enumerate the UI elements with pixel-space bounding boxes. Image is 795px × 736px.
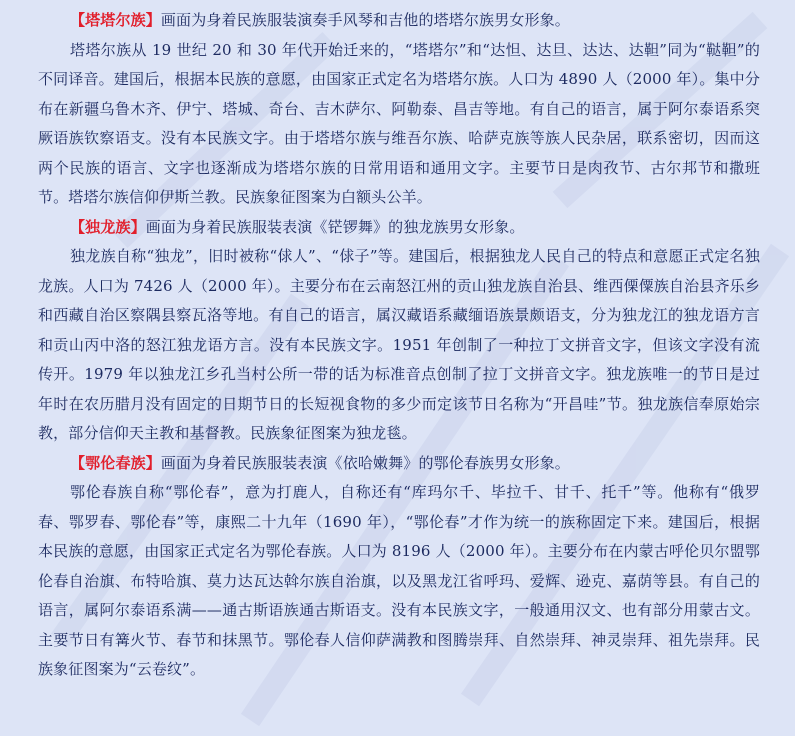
section-tag-oroqen: 【鄂伦春族】 (70, 453, 161, 472)
section-caption-tatar (38, 6, 760, 36)
section-body-derung: 独龙族自称“独龙”，旧时被称“俅人”、“俅子”等。建国后，根据独龙人民自己的特点和意愿正式定名独龙族。人口为 7426 人（2000 年）。主要分布在云南怒江州的贡山独龙族自治县、维西傈僳族自治县齐乐乡和西藏自治区察隅县察瓦洛等地。有自己的语言，属汉藏语系藏缅语族景颇语支，分为独龙江的独龙语方言和贡山丙中洛的怒江独龙语方言。没有本民族文字。1951 年创制了一种拉丁文拼音文字，但该文字没有流传开。1979 年以独龙江乡孔当村公所一带的话为标准音点创制了拉丁文拼音文字。独龙族唯一的节日是过年时在农历腊月没有固定的日期节日的长短视食物的多少而定该节日名称为“开昌哇”节。独龙族信奉原始宗教，部分信仰天主教和基督教。民族象征图案为独龙毯。 (38, 247, 760, 442)
section-caption-oroqen (38, 449, 760, 479)
document-body (38, 6, 760, 685)
section-tag-derung: 【独龙族】 (70, 217, 146, 236)
section-body-tatar: 塔塔尔族从 19 世纪 20 和 30 年代开始迁来的，“塔塔尔”和“达怛、达旦、达达、达靼”同为“鞑靼”的不同译音。建国后，根据本民族的意愿，由国家正式定名为塔塔尔族。人口为 4890 人（2000 年）。集中分布在新疆乌鲁木齐、伊宁、塔城、奇台、吉木萨尔、阿勒泰、昌吉等地。有自己的语言，属于阿尔泰语系突厥语族钦察语支。没有本民族文字。由于塔塔尔族与维吾尔族、哈萨克族等族人民杂居，联系密切，因而这两个民族的语言、文字也逐渐成为塔塔尔族的日常用语和通用文字。主要节日是肉孜节、古尔邦节和撒班节。塔塔尔族信仰伊斯兰教。民族象征图案为白额头公羊。 (38, 40, 760, 206)
caption-text-derung: 画面为身着民族服装表演《铓锣舞》的独龙族男女形象。 (145, 217, 525, 236)
section-body-oroqen: 鄂伦春族自称“鄂伦春”，意为打鹿人，自称还有“库玛尔千、毕拉千、甘千、托千”等。他称有“俄罗春、鄂罗春、鄂伦春”等，康熙二十九年（1690 年），“鄂伦春”才作为统一的族称固定下来。建国后，根据本民族的意愿，由国家正式定名为鄂伦春族。人口为 8196 人（2000 年）。主要分布在内蒙古呼伦贝尔盟鄂伦春自治旗、布特哈旗、莫力达瓦达斡尔族自治旗，以及黑龙江省呼玛、爱辉、逊克、嘉荫等县。有自己的语言，属阿尔泰语系满——通古斯语族通古斯语支。没有本民族文字，一般通用汉文、也有部分用蒙古文。主要节日有篝火节、春节和抹黑节。鄂伦春人信仰萨满教和图腾崇拜、自然崇拜、神灵崇拜、祖先崇拜。民族象征图案为“云卷纹”。 (38, 483, 760, 678)
section-tag-tatar: 【塔塔尔族】 (70, 11, 161, 29)
caption-text-oroqen: 画面为身着民族服装表演《依哈嫩舞》的鄂伦春族男女形象。 (160, 453, 570, 472)
section-caption-derung (38, 213, 760, 243)
caption-text-tatar: 画面为身着民族服装演奏手风琴和吉他的塔塔尔族男女形象。 (160, 11, 570, 29)
